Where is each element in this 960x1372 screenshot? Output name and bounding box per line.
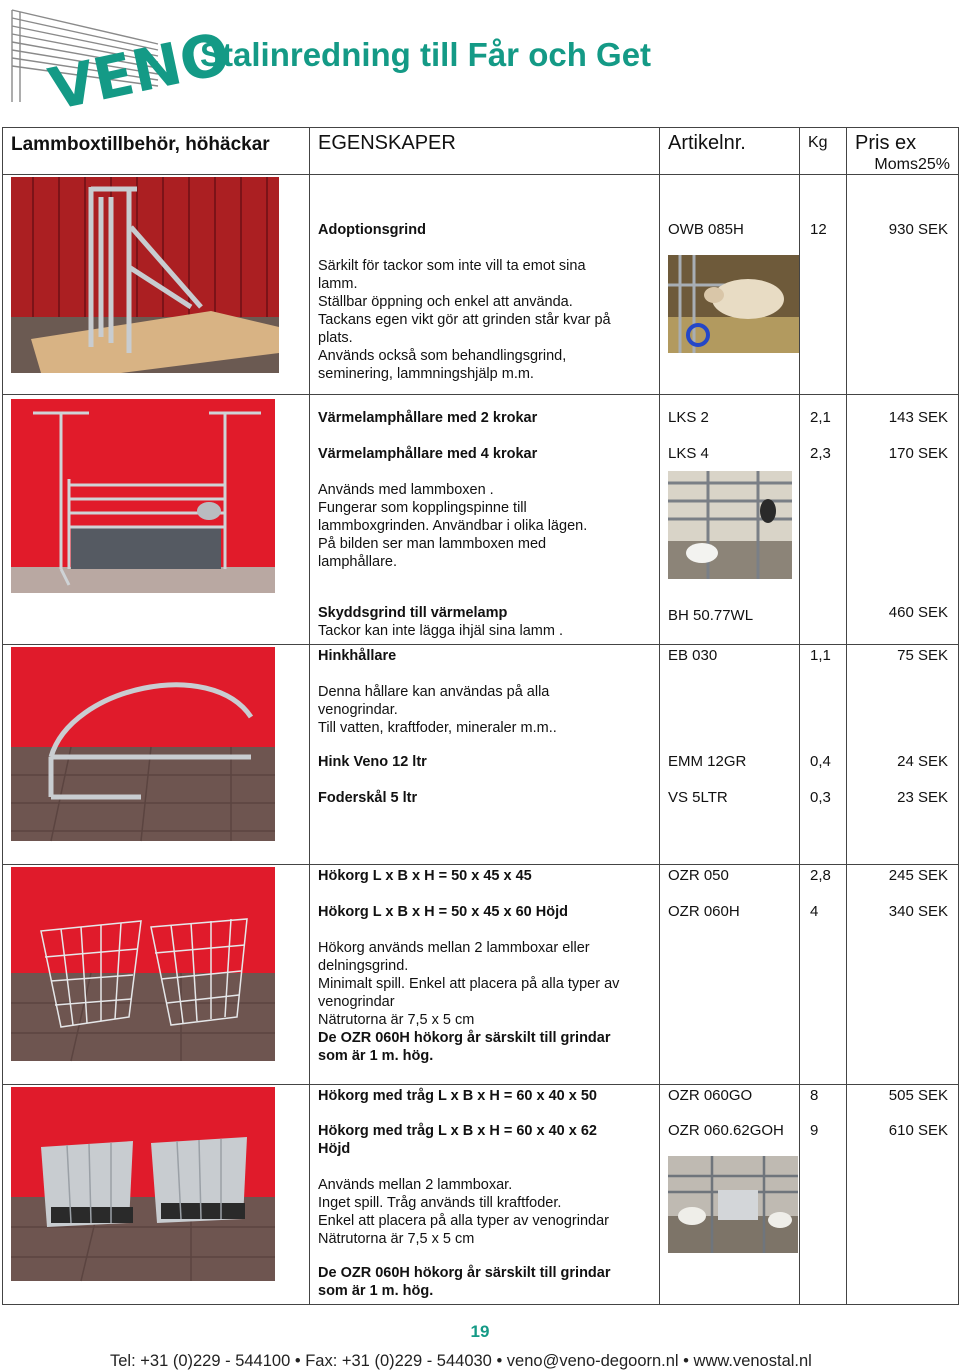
article-number: OZR 060H — [668, 903, 740, 920]
price-header-label: Pris ex — [855, 132, 917, 154]
description-line: Hökorg används mellan 2 lammboxar eller — [318, 940, 590, 956]
price-value: 610 SEK — [888, 1122, 948, 1139]
article-cell — [660, 645, 800, 865]
table-row — [3, 175, 959, 395]
product-name: Värmelamphållare med 2 krokar — [318, 410, 538, 426]
price-cell — [847, 175, 959, 395]
article-cell — [660, 865, 800, 1085]
kg-header: Kg — [800, 128, 847, 175]
properties-cell — [310, 395, 660, 645]
price-value: 245 SEK — [888, 867, 948, 884]
description-line: Denna hållare kan användas på alla — [318, 684, 550, 700]
description-line: venogrindar. — [318, 702, 398, 718]
product-name: Hökorg L x B x H = 50 x 45 x 45 — [318, 868, 532, 884]
description-line: Till vatten, kraftfoder, mineraler m.m.. — [318, 720, 557, 736]
description-line: Fungerar som kopplingspinne till — [318, 500, 527, 516]
product-description — [318, 257, 611, 383]
page-number: 19 — [470, 1322, 490, 1341]
kg-cell — [800, 645, 847, 865]
price-value: 340 SEK — [888, 903, 948, 920]
product-name: Skyddsgrind till värmelamp — [318, 605, 508, 621]
adoption-gate-photo — [11, 177, 279, 373]
weight-value: 8 — [810, 1087, 819, 1104]
product-description — [318, 939, 619, 1065]
lamp-holder-photo — [11, 399, 275, 593]
description-line: delningsgrind. — [318, 958, 409, 974]
description-line: Inget spill. Tråg används till kraftfoder. — [318, 1195, 562, 1211]
weight-value: 2,8 — [810, 867, 831, 884]
image-cell — [3, 865, 310, 1085]
product-name: Adoptionsgrind — [318, 222, 426, 238]
article-number: OZR 050 — [668, 867, 729, 884]
description-line: seminering, lammningshjälp m.m. — [318, 366, 534, 382]
image-cell — [3, 645, 310, 865]
logo-text: VENO — [43, 19, 236, 124]
price-value: 23 SEK — [897, 789, 948, 806]
price-value: 505 SEK — [888, 1087, 948, 1104]
product-name: Hökorg med tråg L x B x H = 60 x 40 x 62 — [318, 1123, 597, 1139]
veno-logo — [8, 4, 236, 124]
hay-rack-trough-photo — [11, 1087, 275, 1281]
article-number: BH 50.77WL — [668, 607, 754, 624]
lambbox-photo — [668, 471, 792, 579]
description-line: Används med lammboxen . — [318, 482, 494, 498]
description-note: De OZR 060H hökorg år särskilt till grindar — [318, 1265, 611, 1281]
description-note: De OZR 060H hökorg år särskilt till grindar — [318, 1030, 611, 1046]
weight-value: 1,1 — [810, 647, 831, 664]
hay-rack-installed-photo — [668, 1156, 798, 1253]
product-name: Hökorg med tråg L x B x H = 60 x 40 x 50 — [318, 1088, 597, 1104]
weight-value: 2,3 — [810, 445, 831, 462]
table-row — [3, 865, 959, 1085]
description-line: lammboxgrinden. Användbar i olika lägen. — [318, 518, 588, 534]
price-cell — [847, 1085, 959, 1305]
hay-rack-photo — [11, 867, 275, 1061]
price-value: 460 SEK — [888, 604, 948, 621]
properties-cell — [310, 1085, 660, 1305]
page-title: Stalinredning till Får och Get — [200, 36, 652, 73]
weight-value: 4 — [810, 903, 819, 920]
description-line: Nätrutorna är 7,5 x 5 cm — [318, 1231, 475, 1247]
article-number: LKS 4 — [668, 445, 709, 462]
article-number: EB 030 — [668, 647, 718, 664]
description-note: som är 1 m. hög. — [318, 1048, 434, 1064]
price-header-sub: Moms25% — [874, 156, 950, 173]
image-cell — [3, 1085, 310, 1305]
category-header: Lammboxtillbehör, höhäckar — [3, 128, 310, 175]
price-value: 930 SEK — [888, 221, 948, 238]
description-line: Används mellan 2 lammboxar. — [318, 1177, 513, 1193]
price-value: 170 SEK — [888, 445, 948, 462]
product-note: Tackor kan inte lägga ihjäl sina lamm . — [318, 623, 564, 639]
description-line: venogrindar — [318, 994, 395, 1010]
table-row — [3, 395, 959, 645]
article-cell — [660, 1085, 800, 1305]
description-line: Används också som behandlingsgrind, — [318, 348, 567, 364]
table-row — [3, 1085, 959, 1305]
image-cell — [3, 175, 310, 395]
article-number: OZR 060GO — [668, 1087, 753, 1104]
price-value: 75 SEK — [897, 647, 948, 664]
product-name-cont: Höjd — [318, 1141, 351, 1157]
description-line: Tackans egen vikt gör att grinden står kvar på — [318, 312, 611, 328]
product-description — [318, 1176, 609, 1248]
product-name: Hökorg L x B x H = 50 x 45 x 60 Höjd — [318, 904, 568, 920]
price-value: 24 SEK — [897, 753, 948, 770]
bucket-holder-photo — [11, 647, 275, 841]
kg-cell — [800, 395, 847, 645]
price-cell — [847, 645, 959, 865]
description-line: På bilden ser man lammboxen med — [318, 536, 547, 552]
price-cell — [847, 395, 959, 645]
article-header: Artikelnr. — [660, 128, 800, 175]
kg-cell — [800, 1085, 847, 1305]
weight-value: 12 — [810, 221, 827, 238]
weight-value: 9 — [810, 1122, 819, 1139]
price-cell — [847, 865, 959, 1085]
weight-value: 2,1 — [810, 409, 831, 426]
product-description — [318, 683, 557, 737]
kg-cell — [800, 175, 847, 395]
kg-cell — [800, 865, 847, 1085]
article-cell — [660, 175, 800, 395]
article-number: OZR 060.62GOH — [668, 1122, 784, 1139]
properties-cell — [310, 865, 660, 1085]
description-line: plats. — [318, 330, 353, 346]
description-line: lamm. — [318, 276, 358, 292]
table-header-row — [3, 128, 959, 175]
description-line: Nätrutorna är 7,5 x 5 cm — [318, 1012, 475, 1028]
article-number: OWB 085H — [668, 221, 744, 238]
product-name: Hinkhållare — [318, 648, 397, 664]
product-name: Värmelamphållare med 4 krokar — [318, 446, 538, 462]
description-line: Särkilt för tackor som inte vill ta emot sina — [318, 258, 586, 274]
article-number: EMM 12GR — [668, 753, 747, 770]
properties-cell — [310, 175, 660, 395]
price-value: 143 SEK — [888, 409, 948, 426]
product-table — [2, 127, 959, 1305]
description-line: Enkel att placera på alla typer av venogrindar — [318, 1213, 609, 1229]
article-number: LKS 2 — [668, 409, 709, 426]
product-description — [318, 481, 587, 571]
article-number: VS 5LTR — [668, 789, 728, 806]
table-row — [3, 645, 959, 865]
product-note — [318, 1264, 611, 1300]
description-line: Ställbar öppning och enkel att använda. — [318, 294, 573, 310]
weight-value: 0,3 — [810, 789, 831, 806]
description-note: som är 1 m. hög. — [318, 1283, 434, 1299]
description-line: lamphållare. — [318, 554, 397, 570]
price-header — [847, 128, 959, 175]
image-cell — [3, 395, 310, 645]
properties-header: EGENSKAPER — [310, 128, 660, 175]
footer-contact: Tel: +31 (0)229 - 544100 • Fax: +31 (0)229 - 544030 • veno@veno-degoorn.nl • www.venostal.nl — [110, 1352, 812, 1370]
adoption-gate-sheep-photo — [668, 255, 799, 353]
product-name: Foderskål 5 ltr — [318, 790, 418, 806]
description-line: Minimalt spill. Enkel att placera på alla typer av — [318, 976, 620, 992]
weight-value: 0,4 — [810, 753, 831, 770]
properties-cell — [310, 645, 660, 865]
article-cell — [660, 395, 800, 645]
product-name: Hink Veno 12 ltr — [318, 754, 427, 770]
